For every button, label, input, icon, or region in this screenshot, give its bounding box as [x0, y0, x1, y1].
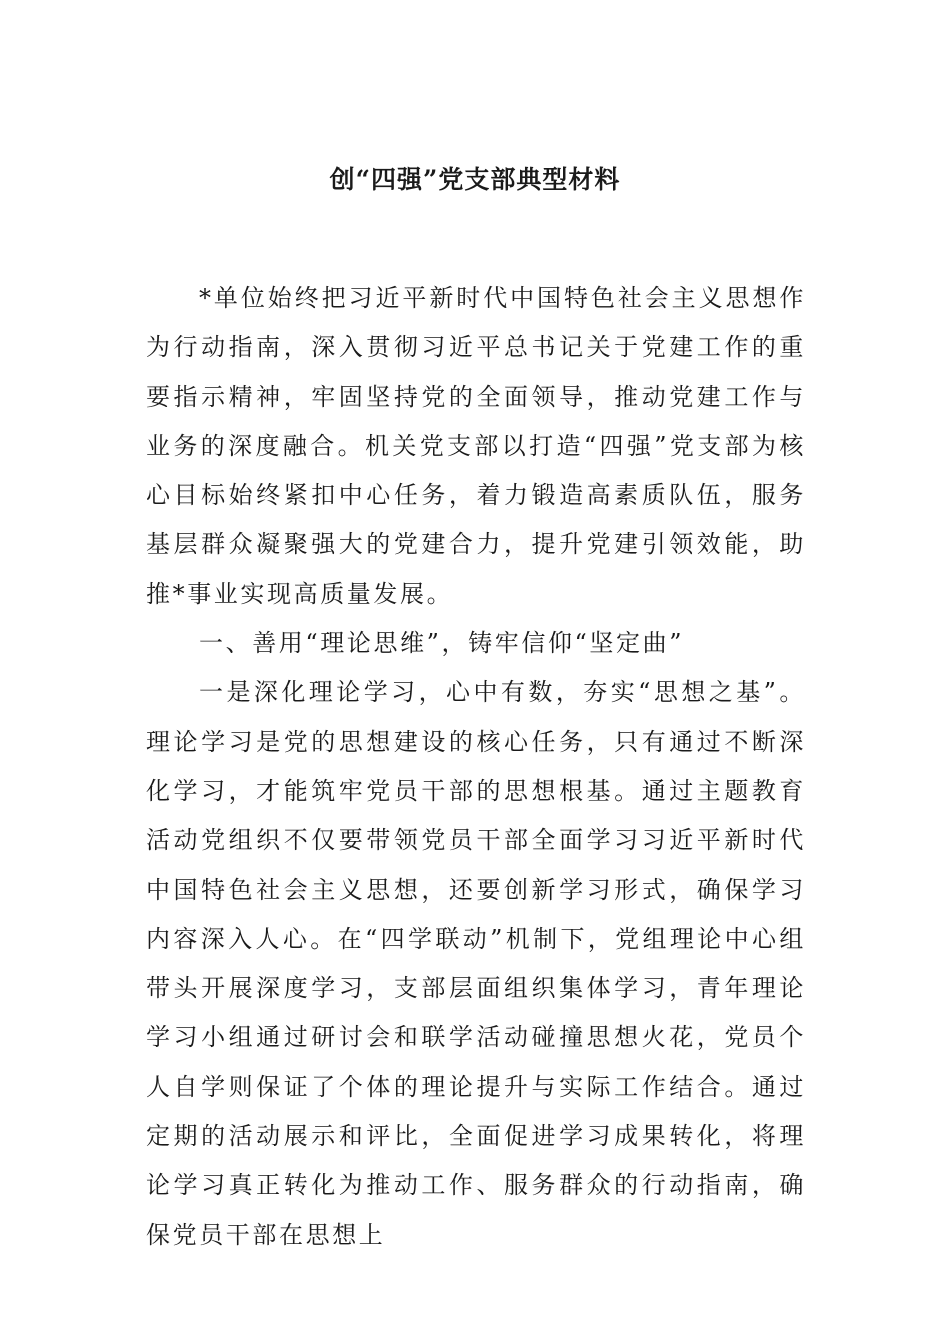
document-title: 创“四强”党支部典型材料: [329, 165, 621, 194]
intro-paragraph: *单位始终把习近平新时代中国特色社会主义思想作为行动指南，深入贯彻习近平总书记关于党建工作的重要指示精神，牢固坚持党的全面领导，推动党建工作与业务的深度融合。机关党支部以打造“四强”党支部为核心目标始终紧扣中心任务，着力锻造高素质队伍，服务基层群众凝聚强大的党建合力，提升党建引领效能，助推*事业实现高质量发展。: [146, 284, 806, 608]
body-paragraph: 一是深化理论学习，心中有数，夯实“思想之基”。理论学习是党的思想建设的核心任务，只有通过不断深化学习，才能筑牢党员干部的思想根基。通过主题教育活动党组织不仅要带领党员干部全面学习习近平新时代中国特色社会主义思想，还要创新学习形式，确保学习内容深入人心。在“四学联动”机制下，党组理论中心组带头开展深度学习，支部层面组织集体学习，青年理论学习小组通过研讨会和联学活动碰撞思想火花，党员个人自学则保证了个体的理论提升与实际工作结合。通过定期的活动展示和评比，全面促进学习成果转化，将理论学习真正转化为推动工作、服务群众的行动指南，确保党员干部在思想上: [146, 678, 806, 1249]
document-body: [146, 274, 806, 1260]
section-heading: 一、善用“理论思维”，铸牢信仰“坚定曲”: [199, 629, 685, 658]
